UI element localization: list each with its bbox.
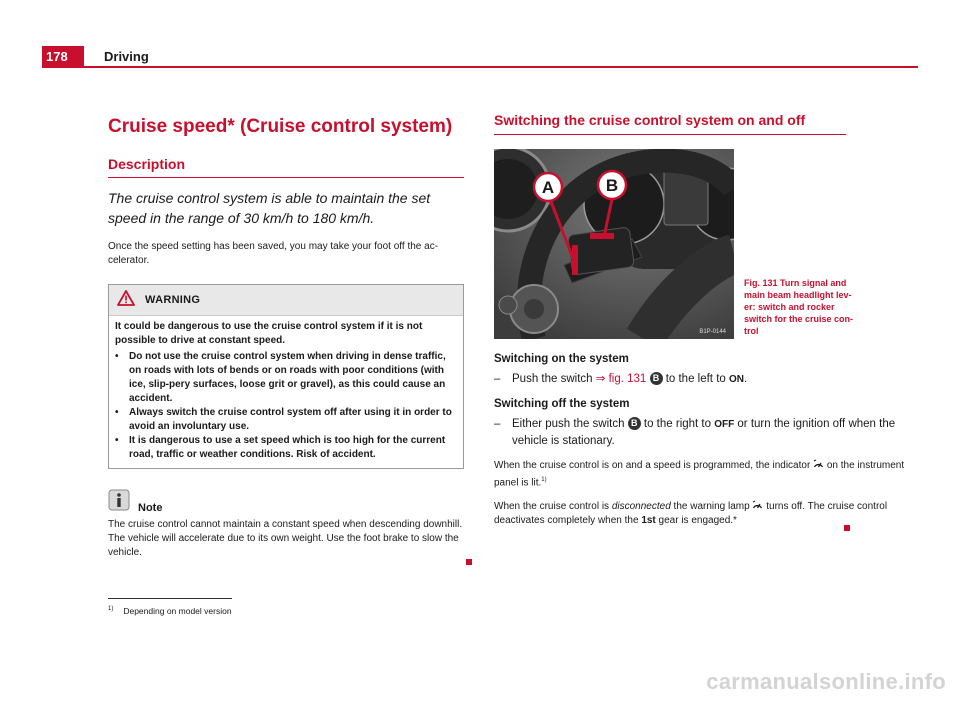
header-rule — [42, 66, 918, 68]
lever-illustration — [494, 149, 734, 339]
figure-code: B1P-0144 — [699, 329, 726, 335]
watermark: carmanualsonline.info — [706, 669, 946, 694]
warning-bullet: • Do not use the cruise control system when driving in dense traffic, on roads with lots of bends or on roads with poor conditions (with ice, slip-pery surfaces, loose grit or gravel), as this could cause an accident. — [115, 351, 446, 404]
figure-row — [494, 149, 918, 339]
warning-box — [108, 284, 464, 469]
warning-triangle-icon — [117, 290, 135, 311]
warning-intro: It could be dangerous to use the cruise control system if it is not possible to drive at constant speed. — [115, 321, 423, 346]
callout-b: B — [605, 176, 619, 195]
right-column — [494, 112, 918, 538]
note-title: Note — [138, 502, 163, 514]
cruise-warning-lamp-icon — [752, 501, 763, 512]
figure-caption: Fig. 131 Turn signal and main beam headlight lev-er: switch and rocker switch for the cruise con-trol — [744, 278, 854, 336]
left-column — [108, 112, 464, 570]
description-heading: Description — [108, 156, 464, 178]
warning-header — [109, 285, 463, 316]
switch-off-step: – Either push the switch B to the right to OFF or turn the ignition off when the vehicle is stationary. — [494, 418, 896, 447]
switching-heading: Switching the cruise control system on and off — [494, 112, 846, 135]
switch-on-heading: Switching on the system — [494, 353, 629, 365]
switch-b-key: B — [628, 417, 641, 430]
lead-text: The cruise control system is able to maintain the set speed in the range of 30 km/h to 180 km/h. — [108, 190, 431, 226]
note-info-icon — [108, 489, 130, 516]
end-marker — [844, 525, 850, 531]
intro-paragraph: Once the speed setting has been saved, you may take your foot off the ac-celerator. — [108, 241, 439, 266]
figure-reference-link[interactable]: ⇒ fig. 131 — [595, 373, 647, 385]
note-header — [108, 489, 464, 516]
callout-a: A — [541, 178, 555, 197]
switch-b-key: B — [650, 372, 663, 385]
warning-body — [109, 316, 463, 468]
page-number: 178 — [42, 46, 84, 68]
indicator-paragraph: When the cruise control is on and a speed is programmed, the indicator on the instrument panel is lit.$^{1)}$ — [494, 460, 905, 489]
cruise-indicator-icon — [813, 460, 824, 471]
disconnect-paragraph: When the cruise control is disconnected the warning lamp turns off. The cruise control deactivates completely when the 1st gear is engaged.* — [494, 501, 888, 527]
switch-off-heading: Switching off the system — [494, 398, 630, 410]
note-text: The cruise control cannot maintain a constant speed when descending downhill. The vehicle will accelerate due to its own weight. Use the foot brake to slow the vehicle. — [108, 519, 463, 558]
end-marker — [466, 559, 472, 565]
warning-title: WARNING — [145, 294, 201, 306]
footnote-rule — [108, 598, 232, 599]
figure-131-photo — [494, 149, 734, 339]
warning-bullet: • It is dangerous to use a set speed which is too high for the current road, traffic or weather conditions. Risk of accident. — [115, 435, 446, 460]
section-title: Driving — [104, 49, 149, 64]
switch-on-step: – Push the switch ⇒ fig. 131 B to the left to ON. — [494, 373, 748, 385]
warning-bullet: • Always switch the cruise control system off after using it in order to avoid an involuntary use. — [115, 407, 452, 432]
footnote: $^{1)}$ Depending on model version — [108, 606, 232, 616]
page-title: Cruise speed* (Cruise control system) — [108, 116, 453, 137]
